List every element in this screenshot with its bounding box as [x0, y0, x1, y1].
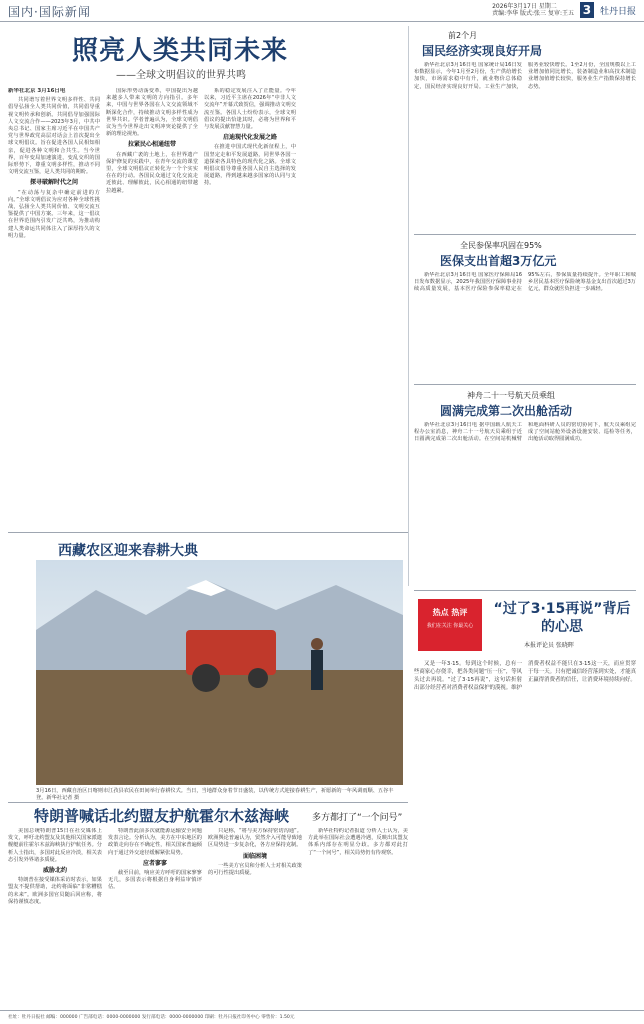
- commentary-headline: “过了3·15再说”背后的心思: [493, 601, 631, 635]
- lead-column-3: [204, 88, 296, 528]
- trump-paragraph: 特朗普此前多次就能源运输安全问题发表言论。分析认为，美方在中东地区的政策走向存在不确定性，相关国家普遍倾向于通过外交途径缓解紧张局势。: [108, 828, 202, 856]
- page-number: 3: [580, 2, 594, 18]
- economy-paragraph: 新华社北京3月16日电 国家统计局16日发布数据显示，今年1月至2月份，生产供给增长加快，市场需求稳中有升，就业物价总体稳定，国民经济实现良好开局。工业生产加快，服务业较快增长。1至2月份，全国规模以上工业增加值同比增长，装备制造业和高技术制造业增加值增长较快，服务业生产指数保持增长态势。: [414, 62, 636, 90]
- trump-paragraph: 截至目前，响应美方呼吁的国家寥寥无几，多国表示将根据自身利益审慎评估。: [108, 870, 202, 891]
- trump-subhead-3: 面临困境: [242, 852, 267, 860]
- header-right: [492, 2, 636, 18]
- newspaper-logo: 牡丹日报: [599, 6, 636, 17]
- field-shape: [36, 670, 403, 785]
- story-rule: [414, 234, 636, 235]
- lead-paragraph: “在动荡与复杂中确定前进的方向。”全球文明倡议为应对各种全球性挑战，弘扬全人类共同价值、文明交流互鉴提供了中国方案。三年来，这一倡议在世界范围内引发广泛共鸣，为推动构建人类命运共同体注入了深厚持久的文明力量。: [8, 189, 100, 239]
- header-editors: 责编:李华 版式:张三 复审:王五: [492, 10, 574, 17]
- page-header: [0, 0, 644, 22]
- space-headline: 圆满完成第二次出舱活动: [440, 404, 573, 418]
- section-rule: [8, 802, 408, 803]
- tractor-wheel-shape: [192, 664, 220, 692]
- insurance-kicker: 全民参保率巩固在95%: [460, 241, 542, 250]
- insurance-headline: 医保支出首超3万亿元: [440, 254, 557, 268]
- lead-paragraph: 系的稳定发展注入了正能量。今年以来，习近平主席在2026年“中非人文交流年”开幕式致贺信，强调推动文明交流互鉴。各国人士纷纷表示，全球文明倡议的提出恰逢其时，必将为世界和平与发展贡献智慧力量。: [204, 88, 296, 131]
- economy-headline: 国民经济实现良好开局: [422, 44, 543, 58]
- column-rule: [408, 26, 409, 586]
- trump-column-1: [8, 828, 102, 1006]
- lead-column-1: [8, 88, 100, 528]
- hot-topic-badge: [418, 599, 482, 651]
- lead-paragraph: 在推进中国式现代化新征程上，中国坚定走和平发展道路，同世界各国一道探索各具特色的现代化之路。全球文明倡议倡导尊重各国人民自主选择的发展道路，得到越来越多国家的认同与支持。: [204, 144, 296, 187]
- economy-body: [414, 62, 636, 230]
- section-rule: [8, 532, 408, 533]
- insurance-paragraph: 新华社北京3月16日电 国家医疗保障局16日发布数据显示，2025年我国医疗保障事业持续高质量发展，基本医疗保险参保率稳定在95%左右，参保质量持续提升。全年职工和城乡居民基本医疗保险统筹基金支出首次超过3万亿元，群众就医负担进一步减轻。: [414, 272, 636, 293]
- tractor-wheel-shape: [248, 668, 268, 688]
- photo-caption: 3月16日，西藏自治区日喀则市江孜县农民在田间举行春耕仪式。当日，当地群众身着节日盛装，以传统方式迎接春耕生产，祈愿新的一年风调雨顺、五谷丰登。新华社记者 摄: [36, 788, 394, 801]
- lead-subheadline: ——全球文明倡议的世界共鸣: [116, 70, 246, 81]
- space-paragraph: 新华社北京3月16日电 据中国载人航天工程办公室消息，神舟二十一号航天员乘组于近日圆满完成第二次出舱活动。在空间站机械臂和地面科研人员的密切协同下，航天员乘组完成了空间站舱外设备设施安装、巡检等任务，出舱活动取得圆满成功。: [414, 422, 636, 443]
- trump-subhead-2: 应者寥寥: [142, 859, 167, 867]
- trump-column-3: [208, 828, 302, 1006]
- trump-paragraph: 只是称，“将与美方保持密切沟通”。欧洲舆论普遍认为，贸然介入可能导致地区局势进一步复杂化，各方应保持克制。: [208, 828, 302, 849]
- lead-column-2: [106, 88, 198, 528]
- commentary-author: 本报评论员 张晓晖: [524, 642, 574, 649]
- lead-headline: 照亮人类共同未来: [72, 36, 289, 66]
- trump-headline: 特朗普喊话北约盟友护航霍尔木兹海峡: [34, 807, 290, 825]
- photo-headline: 西藏农区迎来春耕大典: [58, 543, 198, 559]
- economy-kicker: 前2个月: [448, 31, 478, 40]
- insurance-body: [414, 272, 636, 380]
- header-date: 2026年3月17日 星期二: [492, 3, 557, 10]
- lead-subhead-3: 启迪现代化发展之路: [222, 134, 277, 142]
- lead-paragraph: 在西藏广袤的土地上，在世界遗产保护修复的实践中，在青年交流的课堂里，全球文明倡议正转化为一个个实实在在的行动。各国民众通过文化交流走近彼此、理解彼此，民心相通的纽带越拉越紧。: [106, 151, 198, 194]
- lead-paragraph: 国际形势动荡变革，中国提出为越来越多人带来文明的方向指引。多年来，中国与世界各国在人文交流领域不断深化合作，持续推动文明多样性成为世界共识。学者普遍认为，全球文明倡议为当今世界走出文明冲突论提供了全新的理论视角。: [106, 88, 198, 138]
- lead-byline: 新华社北京 3月16日电: [8, 88, 66, 94]
- photo-illustration: [36, 560, 403, 785]
- trump-subhead-1: 威胁北约: [42, 867, 67, 875]
- commentary-body: [414, 660, 636, 1006]
- trump-kicker: 多方都打了“一个问号”: [312, 813, 403, 823]
- lead-subhead-1: 探寻破解时代之问: [29, 179, 78, 187]
- lead-paragraph: 共同谱写着世界文明多样性、共同倡导弘扬全人类共同价值，共同倡导重视文明传承和创新。共同倡导加强国际人文交流合作——2023年3月，中共中央总书记、国家主席习近平在中国共产党与世界政党高层对话会上首次提出全球文明倡议。旨在促进各国人民相知相亲，促进各种文明和合共生。当今世界，百年变局加速演进，变乱交织的国际形势下，尊重文明多样性，推动不同文明交流互鉴，是人类共同的期盼。: [8, 97, 100, 176]
- trump-column-2: [108, 828, 202, 1006]
- hot-topic-badge-sub: 我们在关注 你最关心: [426, 623, 474, 629]
- page-footer: 社址：牡丹日报社 邮编：000000 广告部电话：0000-0000000 发行部电话：0000-0000000 印刷：牡丹日报社印务中心 零售价：1.50元: [0, 1010, 644, 1024]
- header-meta: [492, 3, 574, 17]
- trump-paragraph: 新华社特约记者报道 分析人士认为，美方此举在国际社会遭遇冷遇，反映出其盟友体系内部存在明显分歧。多方都对此打了“一个问号”，相关局势仍有待观察。: [308, 828, 408, 856]
- section-rule: [414, 590, 636, 591]
- trump-column-4: [308, 828, 408, 1006]
- section-name: 国内·国际新闻: [8, 5, 91, 19]
- space-kicker: 神舟二十一号航天员乘组: [467, 391, 555, 400]
- trump-paragraph: 一些美方官员和分析人士对相关政策的可行性提出质疑。: [208, 862, 302, 877]
- space-body: [414, 422, 636, 582]
- hot-topic-badge-title: 热点 热评: [432, 608, 468, 617]
- commentary-paragraph: 又是一年3·15。每到这个时候，总有一些商家心存侥幸，把各类问题“压一压”，等风头过去再说。“过了3·15再说”，这句话折射出部分经营者对消费者权益保护的漠视。维护消费者权益不能只在3·15这一天，而应贯穿于每一天。只有把诚信经营落到实处，才能真正赢得消费者的信任，让消费环境持续向好。: [414, 661, 636, 691]
- story-rule: [414, 384, 636, 385]
- spring-plowing-photo: [36, 560, 403, 785]
- lead-subhead-2: 拉紧民心相通纽带: [127, 141, 176, 149]
- farmer-figure: [311, 650, 323, 690]
- trump-paragraph: 美国总统特朗普15日在社交媒体上发文，呼吁北约盟友及其他相关国家派遣舰艇前往霍尔木兹海峡执行护航任务。分析人士指出，多国对此反应冷淡，相关表态引发外界诸多质疑。: [8, 828, 102, 863]
- farmer-head: [311, 638, 323, 650]
- trump-paragraph: 特朗普在接受媒体采访时表示，如果盟友不提供帮助，北约将面临“非常糟糕的未来”。欧洲多国官员随后回应称，将保持谨慎态度。: [8, 877, 102, 905]
